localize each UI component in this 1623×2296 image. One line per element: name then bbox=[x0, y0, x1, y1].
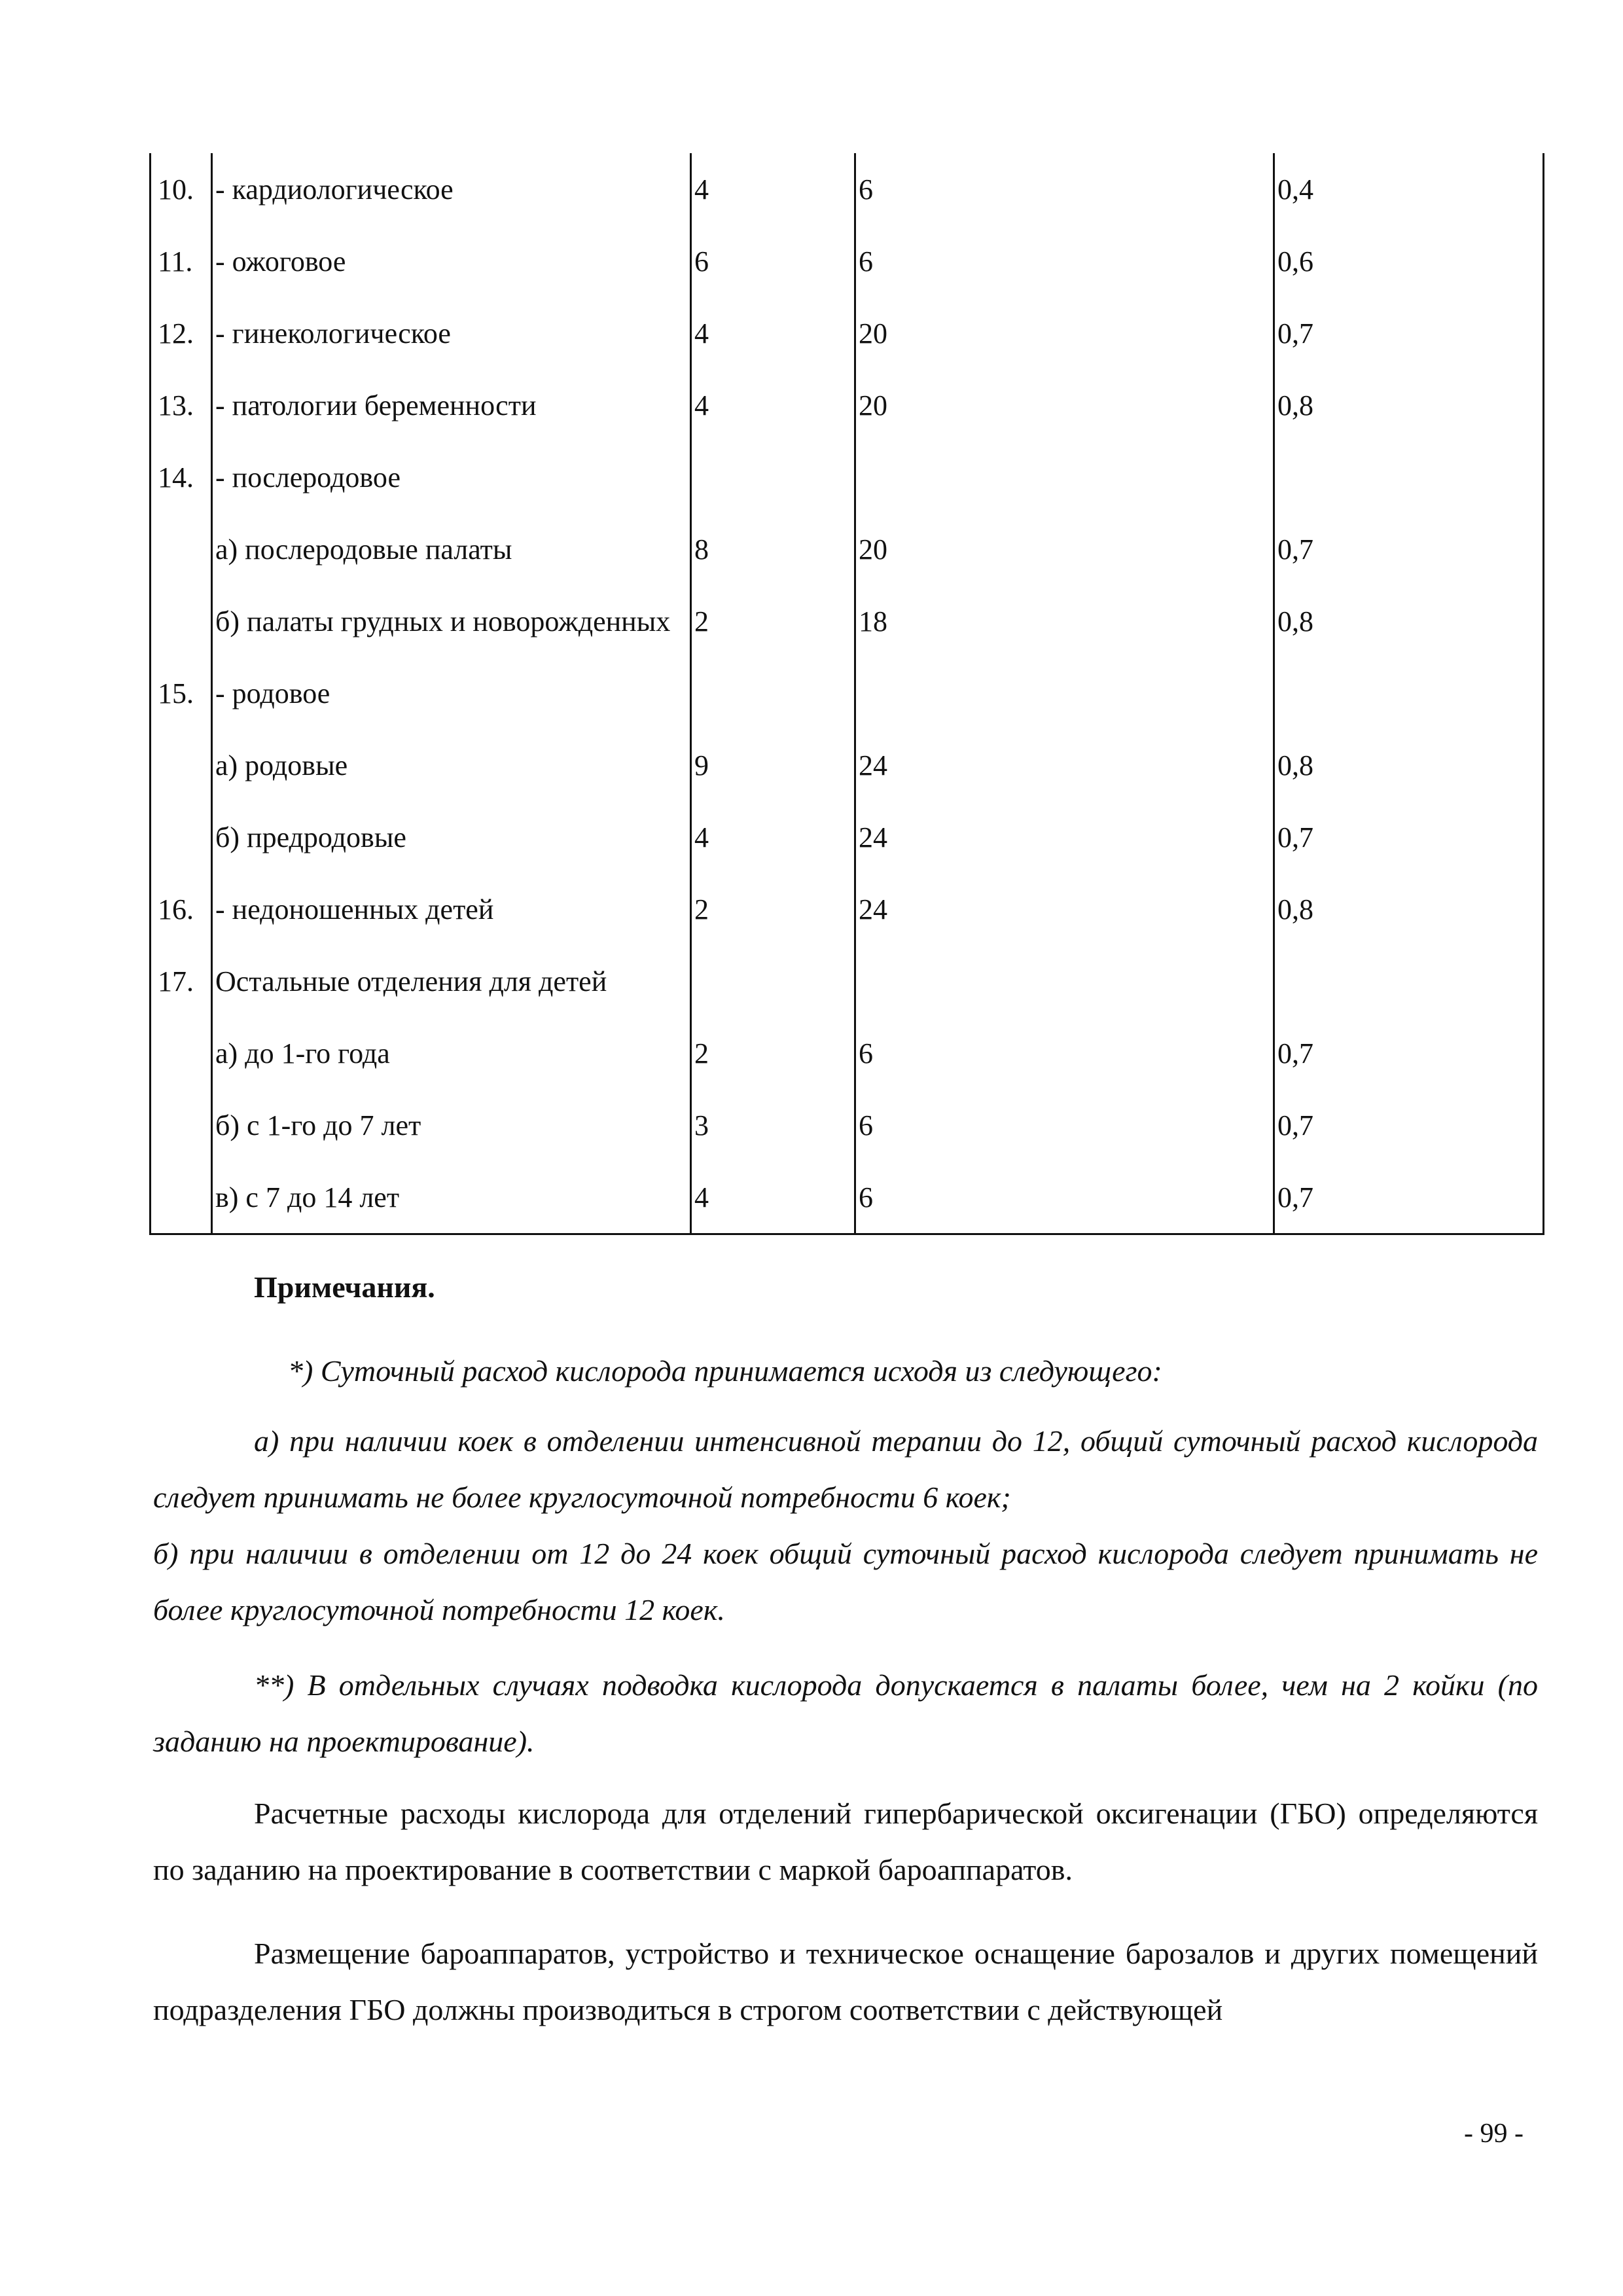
body-paragraph-2: Размещение бароаппаратов, устройство и техническое оснащение барозалов и других помещений подразделения ГБО должны производиться в строгом соответствии с действующей bbox=[153, 1937, 1538, 2026]
table-row bbox=[151, 657, 1544, 729]
col4-value-cell: 24 bbox=[855, 729, 1274, 801]
department-name-cell: Остальные отделения для детей bbox=[212, 945, 691, 1017]
col3-value-cell: 2 bbox=[691, 1017, 855, 1089]
notes-heading: Примечания. bbox=[254, 1270, 435, 1304]
col5-value-cell: 0,7 bbox=[1274, 513, 1544, 585]
table-row bbox=[151, 153, 1544, 225]
oxygen-consumption-table bbox=[149, 153, 1544, 1235]
row-number-cell: 16. bbox=[151, 873, 212, 945]
table-row bbox=[151, 225, 1544, 297]
table-row bbox=[151, 729, 1544, 801]
department-name-cell: - патологии беременности bbox=[212, 369, 691, 441]
department-name-cell: - ожоговое bbox=[212, 225, 691, 297]
row-number-cell bbox=[151, 513, 212, 585]
col4-value-cell: 24 bbox=[855, 801, 1274, 873]
row-number-cell: 10. bbox=[151, 153, 212, 225]
col4-value-cell: 18 bbox=[855, 585, 1274, 657]
col4-value-cell: 6 bbox=[855, 1161, 1274, 1234]
col5-value-cell: 0,7 bbox=[1274, 1017, 1544, 1089]
table-row bbox=[151, 1161, 1544, 1234]
department-name-cell: б) палаты грудных и новорожденных bbox=[212, 585, 691, 657]
col3-value-cell: 4 bbox=[691, 801, 855, 873]
table-row bbox=[151, 873, 1544, 945]
table-row bbox=[151, 945, 1544, 1017]
col5-value-cell: 0,8 bbox=[1274, 369, 1544, 441]
page-number: - 99 - bbox=[1464, 2119, 1524, 2149]
department-name-cell: в) с 7 до 14 лет bbox=[212, 1161, 691, 1234]
col5-value-cell: 0,8 bbox=[1274, 585, 1544, 657]
department-name-cell: а) до 1-го года bbox=[212, 1017, 691, 1089]
department-name-cell: а) послеродовые палаты bbox=[212, 513, 691, 585]
table-row bbox=[151, 441, 1544, 513]
col3-value-cell bbox=[691, 657, 855, 729]
row-number-cell: 11. bbox=[151, 225, 212, 297]
table-row bbox=[151, 1017, 1544, 1089]
department-name-cell: - гинекологическое bbox=[212, 297, 691, 369]
col4-value-cell bbox=[855, 945, 1274, 1017]
body-paragraph-1: Расчетные расходы кислорода для отделений гипербарической оксигенации (ГБО) определяются по заданию на проектирование в соответствии с маркой бароаппаратов. bbox=[153, 1797, 1538, 1886]
col4-value-cell: 6 bbox=[855, 1089, 1274, 1161]
row-number-cell bbox=[151, 585, 212, 657]
note2: **) В отдельных случаях подводка кислорода допускается в палаты более, чем на 2 койки (по заданию на проектирование). bbox=[153, 1668, 1538, 1758]
col5-value-cell bbox=[1274, 945, 1544, 1017]
col3-value-cell: 4 bbox=[691, 369, 855, 441]
row-number-cell bbox=[151, 1161, 212, 1234]
department-name-cell: - послеродовое bbox=[212, 441, 691, 513]
note1-item-a bbox=[153, 1413, 1538, 1526]
col5-value-cell: 0,8 bbox=[1274, 873, 1544, 945]
col3-value-cell: 8 bbox=[691, 513, 855, 585]
table-row bbox=[151, 369, 1544, 441]
col5-value-cell: 0,6 bbox=[1274, 225, 1544, 297]
note1-item-a-text: а) при наличии коек в отделении интенсивной терапии до 12, общий суточный расход кислорода следует принимать не более круглосуточной потребности 6 коек; bbox=[153, 1424, 1538, 1514]
col3-value-cell: 4 bbox=[691, 297, 855, 369]
row-number-cell: 15. bbox=[151, 657, 212, 729]
col3-value-cell: 3 bbox=[691, 1089, 855, 1161]
department-name-cell: б) с 1-го до 7 лет bbox=[212, 1089, 691, 1161]
col4-value-cell: 6 bbox=[855, 153, 1274, 225]
department-name-cell: а) родовые bbox=[212, 729, 691, 801]
row-number-cell: 14. bbox=[151, 441, 212, 513]
col4-value-cell: 6 bbox=[855, 1017, 1274, 1089]
col4-value-cell: 20 bbox=[855, 513, 1274, 585]
row-number-cell bbox=[151, 1089, 212, 1161]
col5-value-cell: 0,7 bbox=[1274, 801, 1544, 873]
department-name-cell: - кардиологическое bbox=[212, 153, 691, 225]
row-number-cell bbox=[151, 801, 212, 873]
table-body bbox=[151, 153, 1544, 1234]
col3-value-cell bbox=[691, 441, 855, 513]
col4-value-cell bbox=[855, 657, 1274, 729]
col4-value-cell: 20 bbox=[855, 297, 1274, 369]
table-row bbox=[151, 801, 1544, 873]
col3-value-cell: 2 bbox=[691, 873, 855, 945]
table-row bbox=[151, 297, 1544, 369]
col3-value-cell: 4 bbox=[691, 153, 855, 225]
row-number-cell bbox=[151, 1017, 212, 1089]
col4-value-cell: 20 bbox=[855, 369, 1274, 441]
row-number-cell: 13. bbox=[151, 369, 212, 441]
col5-value-cell: 0,7 bbox=[1274, 1161, 1544, 1234]
department-name-cell: - родовое bbox=[212, 657, 691, 729]
col4-value-cell: 24 bbox=[855, 873, 1274, 945]
col5-value-cell: 0,8 bbox=[1274, 729, 1544, 801]
col4-value-cell bbox=[855, 441, 1274, 513]
table-row bbox=[151, 513, 1544, 585]
note1-intro: *) Суточный расход кислорода принимается исходя из следующего: bbox=[288, 1354, 1162, 1388]
col3-value-cell bbox=[691, 945, 855, 1017]
row-number-cell: 17. bbox=[151, 945, 212, 1017]
col3-value-cell: 6 bbox=[691, 225, 855, 297]
department-name-cell: б) предродовые bbox=[212, 801, 691, 873]
col3-value-cell: 4 bbox=[691, 1161, 855, 1234]
row-number-cell: 12. bbox=[151, 297, 212, 369]
col5-value-cell bbox=[1274, 441, 1544, 513]
col3-value-cell: 2 bbox=[691, 585, 855, 657]
col4-value-cell: 6 bbox=[855, 225, 1274, 297]
col5-value-cell: 0,7 bbox=[1274, 1089, 1544, 1161]
col5-value-cell bbox=[1274, 657, 1544, 729]
note1-item-b: б) при наличии в отделении от 12 до 24 коек общий суточный расход кислорода следует принимать не более круглосуточной потребности 12 коек. bbox=[153, 1537, 1538, 1626]
col3-value-cell: 9 bbox=[691, 729, 855, 801]
table-row bbox=[151, 585, 1544, 657]
table-row bbox=[151, 1089, 1544, 1161]
col5-value-cell: 0,7 bbox=[1274, 297, 1544, 369]
col5-value-cell: 0,4 bbox=[1274, 153, 1544, 225]
row-number-cell bbox=[151, 729, 212, 801]
department-name-cell: - недоношенных детей bbox=[212, 873, 691, 945]
